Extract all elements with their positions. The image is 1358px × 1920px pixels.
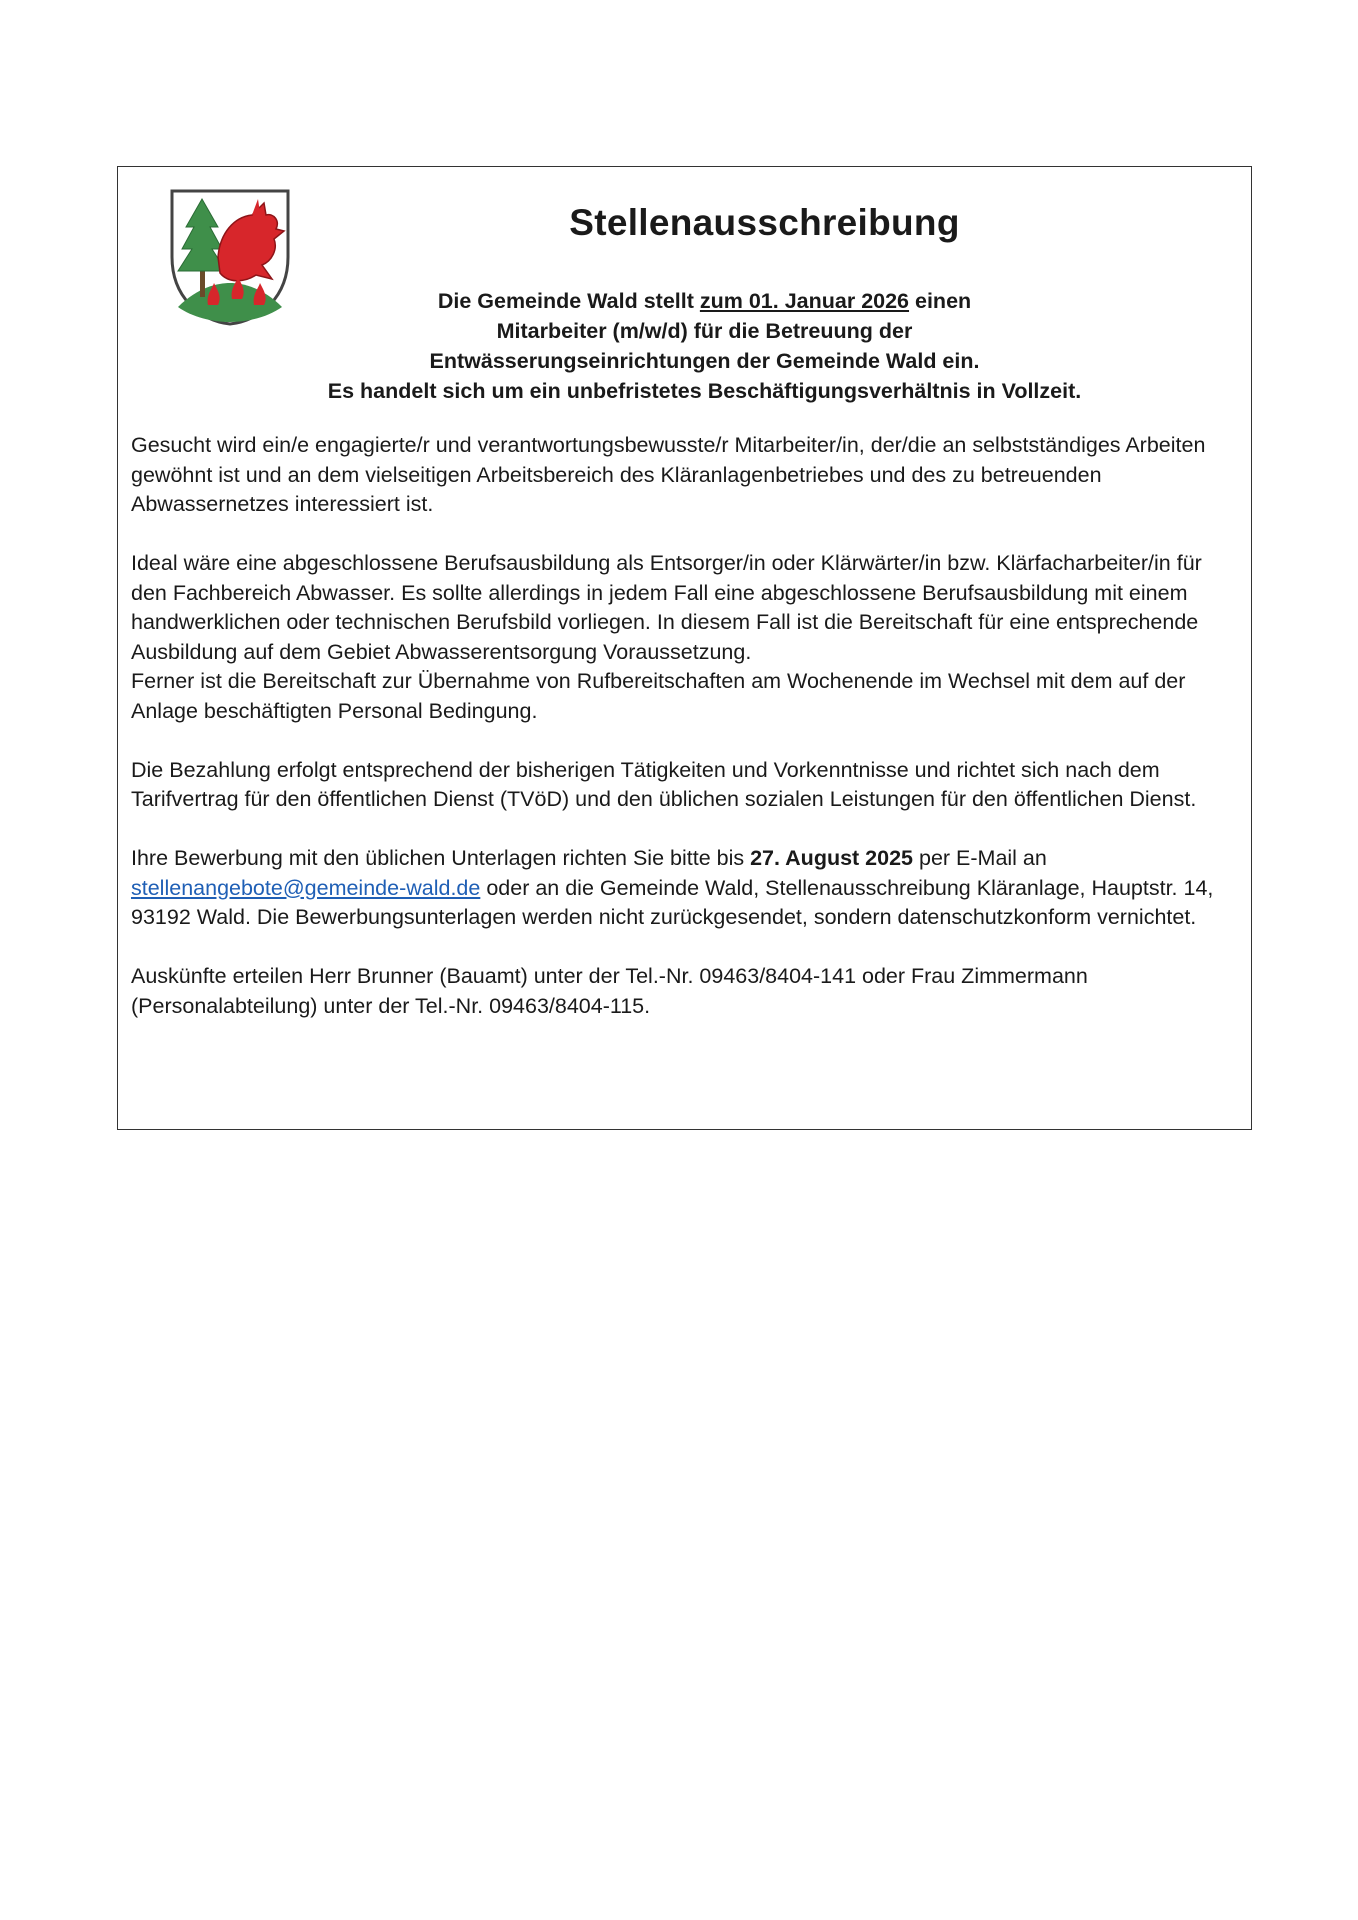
paragraph-profile: Gesucht wird ein/e engagierte/r und verantwortungsbewusste/r Mitarbeiter/in, der/die an selbstständiges Arbeiten gewöhnt ist und an dem vielseitigen Arbeitsbereich des Kläranlagenbetriebes und des zu betreuenden Abwassernetzes interessiert ist. [131, 433, 1206, 516]
paragraph-contacts: Auskünfte erteilen Herr Brunner (Bauamt) unter der Tel.-Nr. 09463/8404-141 oder Frau Zimmermann (Personalabteilung) unter der Tel.-Nr. 09463/8404-115. [131, 964, 1088, 1018]
lead-line-1 [218, 286, 1191, 316]
lead-line-4: Es handelt sich um ein unbefristetes Beschäftigungsverhältnis in Vollzeit. [327, 379, 1082, 403]
application-text-3: oder an die Gemeinde Wald, Stellenausschreibung Kläranlage, Hauptstr. 14, 93192 Wald. Die Bewerbungsunterlagen werden nicht zurückgesendet, sondern datenschutzkonform vernichtet. [131, 875, 1214, 929]
start-date: zum 01. Januar 2026 [699, 289, 910, 313]
email-link[interactable]: stellenangebote@gemeinde-wald.de [131, 875, 481, 900]
paragraph-application [131, 844, 1237, 933]
application-deadline: 27. August 2025 [750, 846, 914, 870]
lead-text-2: einen [909, 289, 972, 313]
notice-body [131, 431, 1237, 1021]
application-text-1: Ihre Bewerbung mit den üblichen Unterlagen richten Sie bitte bis [131, 846, 751, 870]
lead-line-2: Mitarbeiter (m/w/d) für die Betreuung der [496, 319, 913, 343]
lead-announcement [218, 286, 1191, 406]
lead-text-1: Die Gemeinde Wald stellt [437, 289, 700, 313]
paragraph-qualification: Ideal wäre eine abgeschlossene Berufsausbildung als Entsorger/in oder Klärwärter/in bzw. Klärfacharbeiter/in für den Fachbereich Abwasser. Es sollte allerdings in jedem Fall eine abgeschlossene Berufsausbildung mit einem handwerklichen oder technischen Berufsbild vorliegen. In diesem Fall ist die Bereitschaft für eine entsprechende Ausbildung auf dem Gebiet Abwasserentsorgung Voraussetzung. [131, 551, 1202, 664]
lead-line-3: Entwässerungseinrichtungen der Gemeinde Wald ein. [429, 349, 980, 373]
paragraph-salary: Die Bezahlung erfolgt entsprechend der bisherigen Tätigkeiten und Vorkenntnisse und richtet sich nach dem Tarifvertrag für den öffentlichen Dienst (TVöD) und den üblichen sozialen Leistungen für den öffentlichen Dienst. [131, 757, 1197, 811]
job-notice-box [117, 166, 1252, 1130]
paragraph-on-call: Ferner ist die Bereitschaft zur Übernahme von Rufbereitschaften am Wochenende im Wechsel mit dem auf der Anlage beschäftigten Personal Bedingung. [131, 669, 1186, 723]
application-text-2: per E-Mail an [913, 846, 1047, 870]
page-title: Stellenausschreibung [569, 202, 960, 243]
